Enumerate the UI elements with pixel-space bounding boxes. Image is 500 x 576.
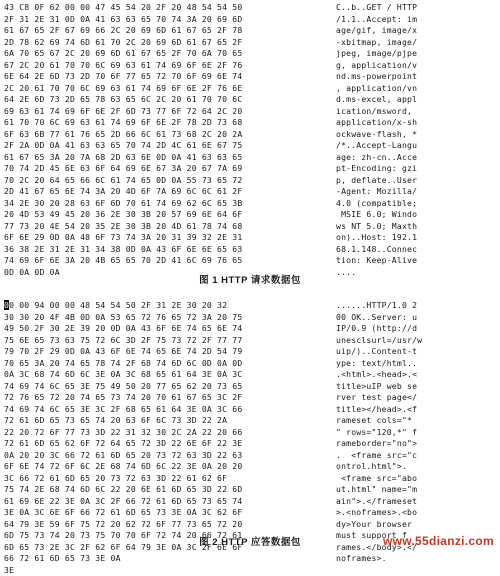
response-hex-body: 0 00 94 00 00 48 54 54 50 2F 31 2E 30 20 32 30 30 20 4F 4B 0D 0A 53 65 72 76 65 72 3A 20 75 49 50 2F 30 2E 39 20 0D 0A 43 6F 6E 74 65 6E 74 75 6E 65 73 63 75 72 6C 3D 2F 75 73 72 2F 77 77 79 70 2F 29 0D 0A 43 6F 6E 74 65 6E 74 2D 54 79 70 65 3A 20 74 65 78 74 2F 68 74 6D 6C 0D 0A 0D 0A 3C 68 74 6D 6C 3E 0A 3C 68 65 61 64 3E 0A 3C 74 69 74 6C 65 3E 75 49 50 20 77 65 62 20 73 65 72 76 65 72 20 74 65 73 74 20 70 61 67 65 3C 2F 74 69 74 6C 65 3E 3C 2F 68 65 61 64 3E 0A 3C 66 72 61 6D 65 73 65 74 20 63 6F 6C 73 3D 22 2A 22 20 72 6F 77 73 3D 22 31 32 30 2C 2A 22 20 66 72 61 6D 65 62 6F 72 64 65 72 3D 22 6E 6F 22 3E 0A 20 20 3C 66 72 61 6D 65 20 73 72 63 3D 22 63 6F 6E 74 72 6F 6C 2E 68 74 6D 6C 22 3E 0A 20 20 3C 66 72 61 6D 65 20 73 72 63 3D 22 61 62 6F 75 74 2E 68 74 6D 6C 22 20 6E 61 6D 65 3D 22 6D 61 69 6E 22 3E 0A 3C 2F 66 72 61 6D 65 73 65 74 3E 0A 3C 6E 6F 66 72 61 6D 65 73 3E 0A 3C 62 6F 64 79 3E 59 6F 75 72 20 62 72 6F 77 73 65 72 20 6D 75 73 74 20 73 75 70 70 6F 72 74 20 66 72 61 6D 65 73 2E 3C 2F 62 6F 64 79 3E 0A 3C 2F 6E 6F 66 72 61 6D 65 73 3E 0A 3E xyxy=(4,300,243,575)
site-watermark: www.55dianzi.com xyxy=(382,534,494,548)
text-cursor: 0 xyxy=(4,300,10,310)
figure-1-caption: 图 1 HTTP 请求数据包 xyxy=(199,275,301,286)
response-ascii-column: ......HTTP/1.0 2 00 OK..Server: u IP/0.9 (http://d unesclsurl=/usr/w uip/)..Content-t ype: text/html.. .<html>.<head>.< title>uIP web se rver test page</ title></head>.<f rameset cols="* " rows="120,*" f rameborder="no"> . <frame src="c ontrol.html">. <frame src="abo ut.html" name="m ain">.</frameset >.<noframes>.<bo dy>Your browser must support f rames.</body>.</ noframes>. xyxy=(336,300,423,563)
request-ascii-column: C..b..GET / HTTP /1.1..Accept: im age/gif, image/x -xbitmap, image/ jpeg, image/pjpe g, application/v nd.ms-powerpoint , application/vn d.ms-excel, appl ication/msword, application/x-sh ockwave-flash, * /*..Accept-Langu age: zh-cn..Acce pt-Encoding: gzi p, deflate..User -Agent: Mozilla/ 4.0 (compatible; MSIE 6.0; Windo ws NT 5.0; Maxth on)..Host: 192.1 68.1.148..Connec tion: Keep-Alive .... xyxy=(336,2,418,277)
request-hex-column: 43 C8 0F 62 00 00 47 45 54 20 2F 20 48 54 54 50 2F 31 2E 31 0D 0A 41 63 63 65 70 74 3A 20 69 6D 61 67 65 2F 67 69 66 2C 20 69 6D 61 67 65 2F 78 2D 78 62 69 74 6D 61 70 2C 20 69 6D 61 67 65 2F 6A 70 65 67 2C 20 69 6D 61 67 65 2F 70 6A 70 65 67 2C 20 61 70 70 6C 69 63 61 74 69 6F 6E 2F 76 6E 64 2E 6D 73 2D 70 6F 77 65 72 70 6F 69 6E 74 2C 20 61 70 70 6C 69 63 61 74 69 6F 6E 2F 76 6E 64 2E 6D 73 2D 65 78 63 65 6C 2C 20 61 70 70 6C 69 63 61 74 69 6F 6E 2F 6D 73 77 6F 72 64 2C 20 61 70 70 6C 69 63 61 74 69 6F 6E 2F 78 2D 73 68 6F 63 6B 77 61 76 65 2D 66 6C 61 73 68 2C 20 2A 2F 2A 0D 0A 41 63 63 65 70 74 2D 4C 61 6E 67 75 61 67 65 3A 20 7A 68 2D 63 6E 0D 0A 41 63 63 65 70 74 2D 45 6E 63 6F 64 69 6E 67 3A 20 67 7A 69 70 2C 20 64 65 66 6C 61 74 65 0D 0A 55 73 65 72 2D 41 67 65 6E 74 3A 20 4D 6F 7A 69 6C 6C 61 2F 34 2E 30 20 28 63 6F 6D 70 61 74 69 62 6C 65 3B 20 4D 53 49 45 20 36 2E 30 3B 20 57 69 6E 64 6F 77 73 20 4E 54 20 35 2E 30 3B 20 4D 61 78 74 68 6F 6E 29 0D 0A 48 6F 73 74 3A 20 31 39 32 2E 31 36 38 2E 31 2E 31 34 38 0D 0A 43 6F 6E 6E 65 63 74 69 6F 6E 3A 20 4B 65 65 70 2D 41 6C 69 76 65 0D 0A 0D 0A xyxy=(4,2,243,277)
request-packet-dump xyxy=(4,2,496,278)
figure-2-caption: 图 2 HTTP 应答数据包 xyxy=(199,537,301,548)
